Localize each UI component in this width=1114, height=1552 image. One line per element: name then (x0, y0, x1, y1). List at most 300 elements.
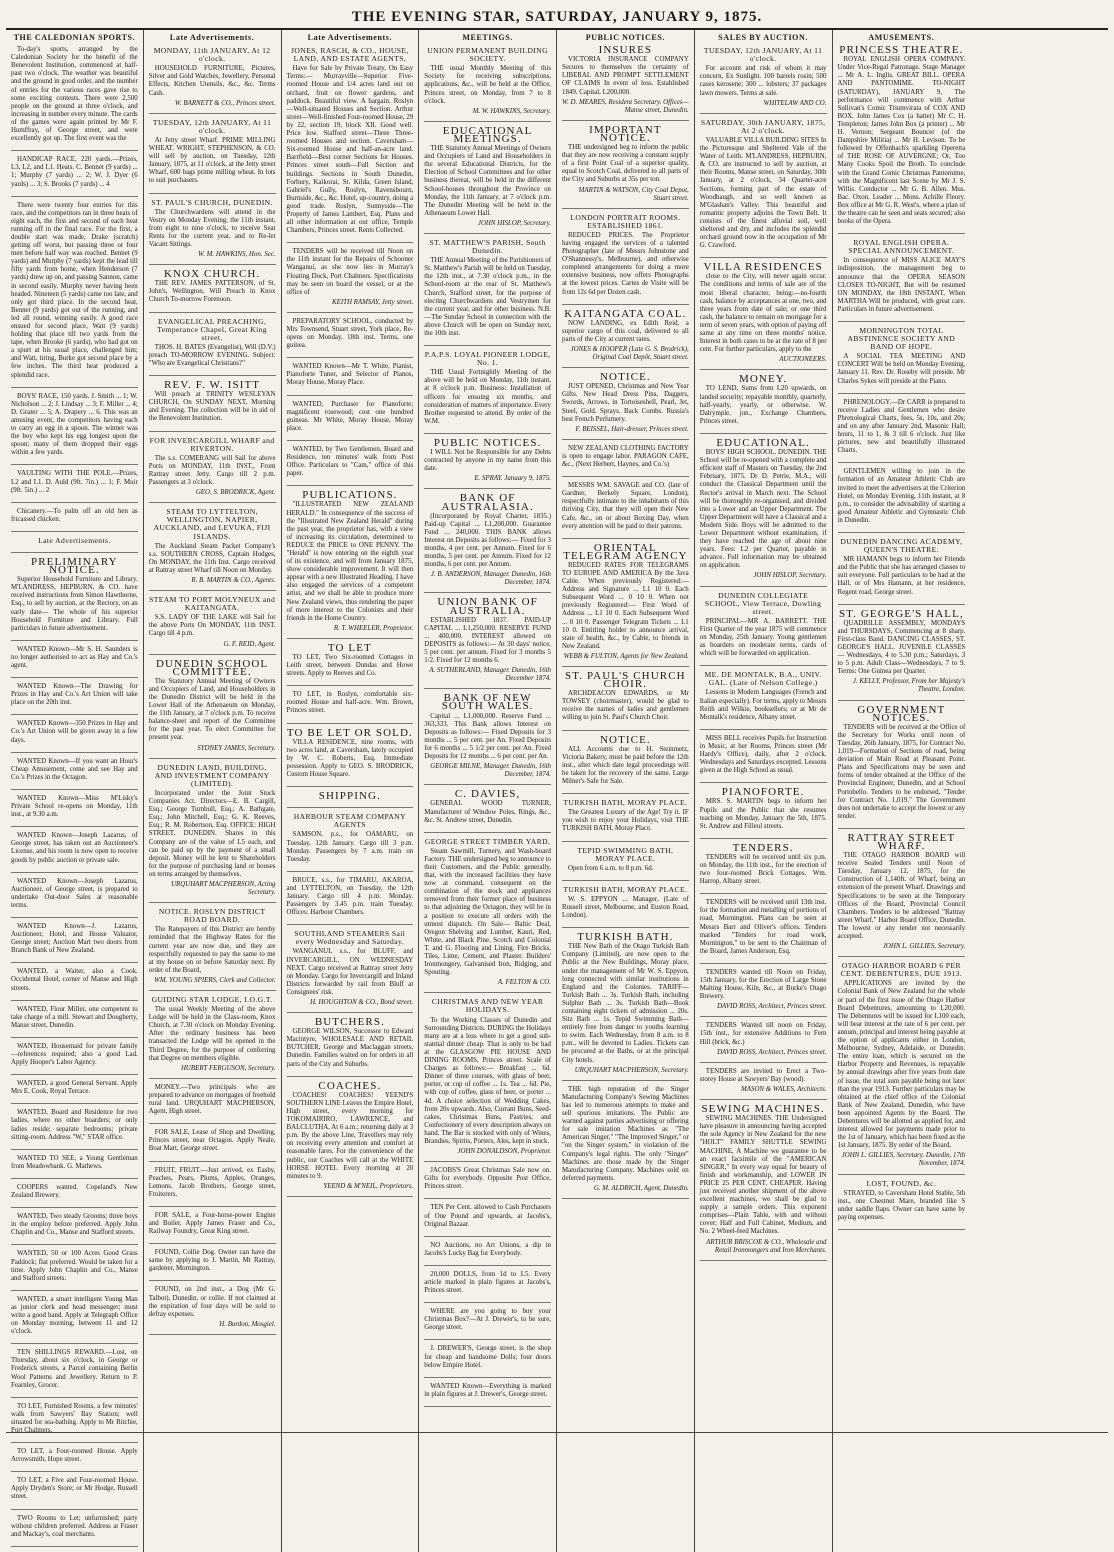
advertisement (700, 788, 827, 838)
advertisement (424, 1308, 551, 1340)
advertisement-signature: AUCTIONEERS. (779, 356, 827, 364)
advertisement-title: DUNEDIN COLLEGIATE SCHOOL, View Terrace, Dowling street. (704, 590, 822, 616)
advertisement-body: JUST OPENED, Christmas and New Year Gifts. New Head Dress Pins, Daggers, Swords, Arrows, in Tortoiseshell, Pearl, Jet, Steel, Gold. Sprays. Back Combs. Russia's best French Perfumery. (562, 383, 689, 423)
column-3 (282, 30, 420, 1552)
advertisement-body: THE REV. JAMES PATTERSON, of St. John's, Wellington, Will Preach in Knox Church To-morrow Forenoon. (148, 280, 276, 304)
advertisement (700, 119, 827, 259)
advertisement-signature: HUBERT FERGUSON, Secretary. (180, 1064, 276, 1072)
column-1 (6, 30, 144, 1552)
advertisement-title: PIANOFORTE. (721, 786, 805, 799)
advertisement (562, 482, 689, 539)
advertisement-body: WANTED Known—J. Lazarus, Auctioneer, Hotel, and House Valuator, George street; Auction Mart two doors from Branch Bank of New Zealand. (11, 922, 138, 955)
advertisement-body: TO LET, in Roslyn, comfortable six-roomed House and half-acre. Wm. Brown, Princes street. (286, 691, 414, 715)
advertisement-signature: SYDNEY JAMES, Secretary. (197, 744, 276, 752)
advertisement-body: TENDERS will be received until six p.m. on Monday, the 11th inst., for the erection of two four-roomed Brick Cottages. Wm. Harrop, Albany street. (699, 853, 827, 886)
advertisement (149, 1084, 276, 1124)
advertisement (149, 1129, 276, 1161)
advertisement-signature: J. B. ANDERSON, Manager. Dunedin, 16th December, 1874. (430, 571, 551, 587)
advertisement-signature: R. B. MARTIN & CO., Agents. (191, 576, 276, 584)
advertisement (424, 47, 551, 122)
advertisement (837, 831, 966, 957)
column-6 (695, 30, 833, 1552)
advertisement (149, 508, 276, 591)
advertisement (838, 239, 966, 322)
advertisement-body: MONEY.—Two principals who are prepared to advance on mortgages of freehold rural land. URQUHART MACPHERSON, Agent, High street. (148, 1083, 276, 1116)
advertisement-body: PREPARATORY SCHOOL, conducted by Mrs Townsend, Stuart street, York place, Re-opens on Monday, 18th inst. Terms, one guinea. (286, 317, 414, 350)
advertisement-signature: GEORGE MILNE, Manager. Dunedin, 16th December, 1874. (430, 763, 551, 779)
advertisement-body: WANTED, a good General Servant. Apply Mrs E. Cook, Royal Terrace. (11, 1080, 138, 1096)
advertisement-body: For account and risk of whom it may concern, Ex Sunlight. 100 barrels rosin; 500 cases kerosene; 300 ... lobsters; 37 packages lawn mowers. Terms at sale. (699, 65, 827, 97)
advertisement (11, 1448, 138, 1472)
advertisement (837, 607, 966, 701)
advertisement-signature: F. BEISSEL, Hair-dresser, Princes street. (575, 425, 689, 433)
advertisement-signature: WM. YOUNG SPIERS, Clerk and Collector. (154, 976, 276, 984)
advertisement-body: WANTED Known—Miss M'Lisky's Private School re-opens on Monday, 11th inst., at 9.30 a.m. (11, 794, 138, 819)
column-heading: Late Advertisements. (307, 33, 393, 42)
advertisement-body: WANTED, a Waiter, also a Cook. Occidental Hotel, corner of Manse and High streets. (11, 968, 138, 992)
advertisement-body: TO LET, Two Six-roomed Cottages in Leith street, between Dundas and Howe streets. Apply to Reeves and Co. (286, 654, 414, 678)
advertisement-title: MONDAY, 11th JANUARY, At 12 o'clock. (153, 46, 271, 64)
advertisement (287, 813, 414, 872)
advertisement-body: The usual Weekly Meeting of the above Lodge will be held in the Class-room, Knox Church, at 7.30 o'clock on Monday Evening. After the ordinary business has been transacted the Lodge will be opened in the Third Degree, for the purpose of conferring that Degree on members eligible. (148, 1006, 276, 1062)
advertisement-signature: KEITH RAMSAY, Jetty street. (332, 298, 414, 306)
advertisement-title: DUNEDIN SCHOOL COMMITTEE. (155, 657, 269, 678)
advertisement (562, 541, 689, 667)
advertisement (562, 445, 689, 477)
advertisement-body: WANTED, Purchaser for Pianoforte; magnificent rosewood; cost one hundred guineas. Mr White, Moray House, Moray place. (286, 400, 414, 432)
advertisement-body: WANTED, by Two Gentlemen, Board and Residence, ten minutes' walk from Post Office. Particulars to "Cam," office of this paper. (286, 445, 414, 478)
advertisement-title: LOST, FOUND, &c. (866, 1178, 937, 1188)
advertisement-body: PHRENOLOGY.—Dr CARR is prepared to receive Ladies and Gentlemen who desire Phrenological Charts, fees, 5s, 10s, and 20s; and on any after January 2nd, Masonic Hall; hours, 11 to 1, & 3 till 6 o'clock. Just like pictures, new and beautifully illustrated Charts. (837, 398, 966, 455)
advertisement-body: FOR SALE, Lease of Shop and Dwelling, Princes street, near Octagon. Apply Neale, Boat Mart, George street. (148, 1129, 276, 1153)
advertisement-title: STEAM TO PORT MOLYNEUX and KAITANGATA. (149, 595, 276, 613)
advertisement-title: BANK OF NEW SOUTH WALES. (441, 692, 534, 713)
advertisement (149, 1286, 276, 1334)
advertisement (699, 841, 827, 894)
advertisement (149, 764, 276, 904)
advertisement-title: RATTRAY STREET WHARF. (847, 831, 956, 852)
advertisement (149, 996, 276, 1079)
advertisement (149, 47, 276, 114)
column-heading: PUBLIC NOTICES. (585, 33, 665, 42)
column-heading: SALES BY AUCTION. (718, 33, 808, 42)
advertisement-signature: ARTHUR BRISCOE & CO., Wholesale and Retail Ironmongers and Iron Merchants. (706, 1238, 827, 1254)
advertisement-body: The Greatest Luxury of the Age! Try it. IF you wish to enjoy your Holidays, visit THE TURKISH BATH, Moray Place. (562, 809, 689, 833)
advertisement-body: WANTED, Board and Residence for two ladies, where no other boarders; or only ladies reside; separate bedrooms; private sitting-room. Address "W," STAR office. (11, 1109, 138, 1141)
advertisement-title: TO BE LET OR SOLD. (286, 726, 413, 739)
advertisement-signature: JOHN L. GILLIES, Secretary. Dunedin, 17th November, 1874. (841, 1152, 966, 1168)
advertisement-title: REV. F. W. ISITT (164, 379, 261, 392)
advertisement-body: WANTED Known—Joseph Lazarus, of George street, has taken out an Auctioneer's License, and his room is now open to receive goods by public auction or private sale. (11, 832, 138, 864)
advertisement (287, 1018, 414, 1077)
advertisement-title: GUIDING STAR LODGE, I.O.G.T. (151, 995, 273, 1004)
advertisement (424, 838, 551, 994)
advertisement (11, 832, 138, 872)
advertisement (562, 799, 689, 841)
advertisement-body: TO LET, a Four-roomed House. Apply Arrowsmith, Hope street. (11, 1448, 138, 1464)
advertisement-body: Open from 6 a.m. to 8 p.m. 6d. (568, 864, 654, 872)
advertisement-body: TENDERS will be received at the Office of the Secretary for Works until noon of Tuesday, 26th January, 1875, for Contract No. 1,019—Formation of Sections of road, being deviation of Main Road at Pleasant Point. Plans and Specifications may be seen and forms of tender obtained at the Office of the Provincial Engineer, Dunedin, and at School Portobello. Tenders to be endorsed, "Tender for Contract No. 1,019." The Government does not undertake to accept the lowest or any tender. (837, 723, 966, 820)
advertisement-body: PRINCIPAL—MR A. BARRETT. THE First Quarter of the year 1875 will commence on Monday, 25th January. Young gentlemen as boarders on moderate terms, cards of which will be forwarded on application. (699, 617, 827, 658)
advertisement-body: ALL Accounts due to H. Steinmetz, Victoria Bakery, must be paid before the 12th inst., after which date legal proceedings will be taken for the recovery of the same. Large Milner's Safe for Sale. (562, 745, 689, 786)
advertisement (838, 327, 966, 394)
advertisement-signature: J. KELLY, Professor, From her Majesty's Theatre, London. (852, 678, 966, 694)
advertisement-title: TEPID SWIMMING BATH, MORAY PLACE. (577, 845, 674, 863)
advertisement-body: The Statutory Annual Meeting of Owners and Occupiers of Land, and Householders in the Dunedin District will be held in the Lower Hall of the Athenaeum on Monday, the 11th January, at 7 o'clock p.m. To receive balance-sheet and report of the Committee for the past year. To elect Committee for present year. (148, 677, 276, 742)
advertisement-body: MR HAMANN begs to inform her Friends and the Public that she has arranged classes to suit everyone. Full particulars to be had at the Hall, or of Mrs Hamann, at her residence, Regent road, George street. (837, 556, 966, 596)
advertisement-body: HANDICAP RACE, 220 yards.—Prizes, L3, L2, and L1. Heats. C. Bennet (9 yards) ... 1; Murphy (7 yards) ... 2; W. J. Dyer (6 yards) ... 3; S. Brooks (7 yards) ... 4 (11, 156, 138, 188)
advertisement (424, 124, 551, 234)
advertisement-body: GENERAL WOOD TURNER, Manufacturer of Window Poles, Rings, &c., &c. St. Andrew street, Dunedin. (424, 800, 551, 824)
advertisement-title: NOTICE. (599, 733, 651, 746)
advertisement-body: TENDERS will be received till Noon on the 11th instant for the Repairs of Schooner Wanganui, as she now lies in Murray's Floating Dock, Port Chalmers. Specifications may be seen on board the vessel, or at the office of (286, 248, 414, 296)
advertisement-body: VAULTING WITH THE POLE.—Prizes, L2 and L1. D. Auld (9ft. 7in.) ... 1; F. Muir (9ft. 5in.) ... 2 (11, 470, 138, 494)
advertisement-title: MORNINGTON TOTAL ABSTINENCE SOCIETY AND BAND OF HOPE. (847, 326, 956, 352)
advertisement-body: S.S. LADY OF THE LAKE will Sail for the above Ports On MONDAY, 11th INST. Cargo till 4 p.m. (148, 614, 276, 638)
advertisement-body: WANTED, Two steady Grooms; three boys in the employ before preferred. Apply John Chaplin and Co., Manse and Stafford streets. (11, 1213, 138, 1237)
advertisement (287, 47, 414, 243)
advertisement-body: TENDERS wanted till Noon on Friday, 15th January, for the Erection of Large Stone Malting House, Kiln, &c., at Burke's Otago Brewery. (699, 968, 827, 1001)
advertisement-title: GEORGE STREET TIMBER YARD, (424, 836, 551, 846)
advertisement (562, 847, 689, 881)
advertisement-body: BOYS' HIGH SCHOOL, DUNEDIN. THE School will be re-opened with a complete and efficient staff of Masters on Tuesday, the 2nd February, 1875. Dr D. Petrie, M.A., will conduct the Classical Department until the Rector's arrival in March next. The School will be thoroughly re-organised, and divided into a Lower and an Upper Department. The Upper Department will have a Classical and a Modern Side. Boys will be admitted to the Lower Department without examination, if they have reached the age of about nine years. Fees: L2 per Quarter, payable in advance. Full information may be obtained on application. (699, 449, 827, 570)
advertisement-body: TO LET, Furnished Rooms, a few minutes' walk from Sawyers' Bay Station; well situated for sea-bathing. Apply to Mr Ritchie, Port Chalmers. (11, 1402, 138, 1434)
advertisement (700, 263, 827, 370)
advertisement-title: IMPORTANT NOTICE. (589, 123, 662, 144)
advertisement (11, 46, 138, 151)
advertisement-body: TEN SHILLINGS REWARD.—Lost, on Thursday, about six o'clock, in George or Frederick streets, a Parcel containing Berlin Wool Patterns and Jewellery. Return to P. Fearnley, Grocer. (11, 1349, 138, 1389)
advertisement-body: THE undersigned beg to inform the public that they are now receiving a constant supply of a first Point Coal of a superior quality, equal to Scotch Coal, delivered to all parts of the City and Suburbs at 35s per ton. (562, 144, 689, 184)
advertisement (562, 307, 689, 369)
advertisement (699, 436, 827, 587)
advertisement-body: I WILL Not be Responsible for any Debts contracted by anyone in my name from this date. (424, 449, 551, 473)
advertisement-signature: DAVID ROSS, Architect, Princes street. (717, 1048, 827, 1056)
advertisement-title: CHRISTMAS AND NEW YEAR HOLIDAYS. (431, 997, 544, 1015)
advertisement-title: OTAGO HARBOR BOARD 6 PER CENT. DEBENTURES, DUE 1913. (840, 961, 963, 979)
advertisement (838, 399, 966, 464)
advertisement (424, 494, 551, 593)
advertisement-body: FRUIT, FRUIT.—Just arrived, ex Easby, Peaches, Pears, Plums, Apples, Oranges, Lemons. Jacob Brothers, George street, Fruiterers. (148, 1166, 276, 1198)
advertisement-body: WANTED Known—The Drawing for Prizes in Hay and Co.'s Art Union will take place on the 20th inst. (11, 683, 138, 707)
advertisement-title: VILLA RESIDENCES (703, 261, 823, 274)
advertisement (562, 214, 689, 305)
advertisement (424, 1271, 551, 1303)
advertisement (11, 1184, 138, 1208)
advertisement (424, 1345, 551, 1377)
advertisement-body: VALUABLE VILLA BUILDING SITES In the Picturesque and Sheltered Vale of the Water of Leith. M'LANDRESS, HEPBURN, & CO. are instructed to sell by auction, at their Rooms, Manse street, on Saturday, 30th January, at 2 o'clock, 34 Quarter-acre Sections, forming part of the estate of Woodhaugh, and so well known as M'Glashan's Valley. This beautiful and romantic property adjoins the Town Belt. It consists of the finest alluvial soil, well sheltered and dry, and includes the splendid orchard ground now in the occupation of Mr G. Crawford. (699, 136, 827, 250)
advertisement (11, 537, 138, 553)
advertisement-title: GOVERNMENT NOTICES. (857, 703, 946, 724)
advertisement (11, 1296, 138, 1344)
advertisement (700, 375, 827, 434)
advertisement-title: ROYAL ENGLISH OPERA. SPECIAL ANNOUNCEMENT. (848, 238, 955, 256)
advertisement-title: ST. MATTHEW'S PARISH, South Dunedin. (429, 237, 546, 256)
advertisement-body: The Churchwardens will attend in the Vestry on Monday Evening, the 11th instant, from eight to nine o'clock, to receive Seat Rents for the current year, and to Re-let Vacant Sittings. (148, 208, 276, 248)
advertisement-signature: A. FELTON & CO. (497, 979, 551, 987)
column-7 (833, 30, 971, 1552)
advertisement (700, 969, 827, 1017)
advertisement (424, 1204, 551, 1236)
advertisement-signature: URQUHART MACPHERSON, Acting Secretary. (171, 880, 276, 897)
advertisement-body: Have for Sale by Private Treaty, On Easy Terms:— Murrayville—Superior Five-roomed House and 1/4 acres land out on orchard, fruit on flower gardens, and paddock. Beautiful view. A bargain. Roslyn—Well-situated Houses and Section. Arthur street—Well-finished Four-roomed House, 29 by 22, section 19, block XII. Good well. Price low. Stafford street—Three Three-roomed Houses and section. Caversham—Six-roomed House and half-an-acre land. Barrfield—Best corner Sections for Houses. Princes street south—Full Section and buildings. Sections in South Dunedin, Forbury, Kaikorai, St. Kilda, Green Island, Gabriel's Gully, Roslyn, Ravensbourn, Burnside, &c., &c. Hotel, up-country, doing a good trade. Roslyn, Sunnyside—The Property of James Lambert, Esq. Plans and all other information at our office, Temple Chambers, Princes street. Rents Collected. (286, 65, 414, 235)
advertisement-title: KAITANGATA COAL. (564, 307, 687, 320)
advertisement (11, 1043, 138, 1075)
advertisement-body: Lessons in Modern Languages (French and Italian especially). For terms, apply to Messrs Reith and Wilkie, booksellers; or at Mr de Montalk's residence, Albany street. (699, 689, 827, 721)
advertisement-body: WANTED Known—Joseph Lazarus, Auctioneer, of George street, is prepared to undertake Out-door Sales at reasonable terms. (11, 877, 138, 909)
advertisement-body: THE Statutory Annual Meetings of Owners and Occupiers of Land and Householders in the several Educational Districts, for the Election of School Committees and for other business thereat, will be held in the different School-houses throughout the Province on Monday, the 11th January, at 7 o'clock p.m. The Dunedin Meeting will be held in the Athenaeum Lower Hall. (424, 145, 551, 217)
advertisement-signature: W. D. MEARES, Resident Secretary. Offices—Manse street, Dunedin. (562, 98, 689, 114)
advertisement (11, 1006, 138, 1038)
advertisement-body: FOUND, Collie Dog. Owner can have the same by applying to J. Martin, Mt Rattray, gardener, Mornington. (148, 1249, 276, 1273)
advertisement-body: THE Usual Fortnightly Meeting of the above will be held on Monday, 11th instant, at 8 o'clock p.m. Business: Installation of officers for ensuing six months, and consideration of matters of importance. Every Brother requested to attend. By order of the W.M. (424, 369, 551, 425)
advertisement-title: HARBOUR STEAM COMPANY AGENTS (293, 812, 407, 830)
advertisement-body: NOW LANDING, ex Edith Reid, a superior cargo of this coal, delivered to all parts of the City at current rates. (562, 319, 689, 343)
advertisement-body: THE New Bath of the Otago Turkish Bath Company (Limited), are now open to the Public at the New Buildings, Moray place, under the management of Mr W. S. Eppyon, long connected with similar institutions in England and the Colonies. TARIFF— Turkish Bath ... 3s. Turkish Bath, including Sulphur Bath ... 3s. Turkish Bath—Book containing eight tickets of admission ... 20s. Sitz Bath ... 1s. Tepid Swimming Bath—entirely free from danger to youths learning to swim. Each Wednesday, from 8 a.m. to 8 p.m., will be devoted to Ladies. Tickets can be procured at the Baths, or at the principal City hotels. (562, 943, 689, 1064)
advertisement-body: WANGANUI, s.s., for BLUFF, and INVERCARGILL, ON WEDNESDAY NEXT. Cargo received at Rattray street Jetty on Monday. Cargo for Invercargill and Inland Districts forwarded by rail from Bluff at Consignees' risk. (286, 948, 414, 996)
advertisement-body: "ILLUSTRATED NEW ZEALAND HERALD." In consequence of the success of the "Illustrated New Zealand Herald" during the past year, the proprietor has, with a view of increasing its circulation, determined to REDUCE the PRICE to ONE PENNY. The "Herald" is now entering on the eighth year of its existence, and will from January 1875, show considerable improvement. It will then appear with a new Illustrated Heading. I have also engaged the services of a competent artist, and we shall be able to produce more New Zealand views, thus rendering the paper of more interest to the Colonists and their friends in the Home Country. (286, 501, 414, 622)
advertisement (149, 270, 276, 312)
advertisement (11, 1080, 138, 1104)
advertisement-body: JACOBS'S Great Christmas Sale now on. Gifts for everybody. Opposite Post Office, Princes street. (424, 1167, 551, 1191)
advertisement-signature: GEO. S. BRODRICK, Agent. (195, 489, 276, 497)
advertisement (11, 1155, 138, 1179)
advertisement (11, 1349, 138, 1397)
advertisement-body: TENDERS are invited to Erect a Two-storey House at Sawyers' Bay (wood). (699, 1067, 827, 1083)
advertisement (287, 792, 414, 808)
advertisement (11, 646, 138, 678)
advertisement-body: TEN Per Cent. allowed to Cash Purchasers of One Pound and upwards, at Jacobs's, Original Bazaar. (424, 1204, 551, 1228)
advertisement-title: EVANGELICAL PREACHING, Temperance Chapel, Great King street. (157, 316, 267, 342)
advertisement-title: STEAM TO LYTTELTON, WELLINGTON, NAPIER, AUCKLAND, and LEVUKA, FIJI ISLANDS. (153, 507, 271, 541)
advertisement-body: WANTED TO SEE, a Young Gentleman from Meadowbank. G. Mathews. (11, 1154, 138, 1170)
advertisement-body: VICTORIA INSURANCE COMPANY Secures to themselves the certainty of LIBERAL AND PROMPT SETTLEMENT OF CLAIMS In event of loss. Established 1849. Capital, L200,000. (562, 56, 689, 96)
advertisement-body: At Jetty street Wharf. PRIME MILLING WHEAT. WRIGHT, STEPHENSON, & CO. will sell by auction, on Tuesday, 12th January, 1875, at 11 o'clock, at the Jetty street Wharf, 600 bags prime milling wheat. In lots to suit purchasers. (148, 136, 276, 185)
advertisement-body: W. S. EPPYON ... Manager, (Late of Russell street, Melbourne, and Euston Road, London). (562, 895, 689, 920)
advertisement-signature: WEBB & FULTON, Agents for New Zealand. (563, 652, 689, 660)
advertisement (424, 1383, 551, 1407)
advertisement (11, 720, 138, 752)
advertisement-body: WANTED Known—350 Prizes in Hay and Co.'s Art Union will be given away in a few days. (11, 720, 138, 744)
advertisement (838, 962, 966, 1174)
advertisement-title: KNOX CHURCH. (163, 268, 261, 281)
advertisement-title: UNION BANK OF AUSTRALIA. (437, 596, 538, 617)
advertisement (562, 373, 689, 440)
advertisement-signature: G. F. REID, Agent. (223, 640, 276, 648)
advertisement (838, 1180, 966, 1230)
advertisement-title: ME. DE MONTALK, B.A., UNIV. GAL. (Late of Nelson College.) (704, 670, 822, 688)
advertisement-body: STRAYED, to Caversham Hotel Stable, 5th inst., one Chestnut Mare, branded like S under saddle flaps. Owner can have same by paying expenses. (837, 1189, 966, 1221)
advertisement (287, 691, 414, 723)
advertisement-body: WANTED, 50 or 100 Acres Good Grass Paddock; flat preferred. Would be taken for a time. Apply John Chaplin and Co., Manse and Stafford streets. (11, 1250, 138, 1282)
advertisement-body: ROYAL ENGLISH OPERA COMPANY. Under Vice-Regal Patronage. Stage Manager ... Mr A. L. Inglis. GREAT BILL. OPERA AND PANTOMIME. TO-NIGHT (SATURDAY), JANUARY 9, The performance will commence with Arthur Sullivan's Comic Triumvirata of COX AND BOX. John James Cox (a hatter) Mr C. H. Templeton; James John Box (a printer) ... Mr H. Vernon; Sergeant Bouncer (of the Dampshire Militia) ... Mr H. Levison. To be followed by Offenbach's sparkling Operetta of THE ROSE OF AUVERGNE; Or, Too Many Cooks Spoil the Broth. To conclude with the Grand Comic Christmas Pantomime, with the Magnificent last Scene by Mr J. S. Willis. Conductor ... Mr G. B. Allen. Mus. Bac. Oxon. Leader ... Mons. Achille Fleury. Box office at Mr G. R. West's, where a plan of the theatre can be seen and seats secured; also books of the Opera. (837, 56, 966, 226)
advertisement-body: (Incorporated by Royal Charter, 1835.) Paid-up Capital ... L1,200,000. Guarantee Fund ... 240,000. THIS BANK allows Interest on Deposits as follows:— Fixed for 3 months, 4 per cent. per Annum. Fixed for 6 months, 5 per cent. per Annum. Fixed for 12 months, 6 per cent. per Annum. (424, 512, 551, 569)
advertisement-body: ESTABLISHED 1837. PAID-UP CAPITAL ... L1,250,000. RESERVE FUND ... 400,000. INTEREST allowed on DEPOSITS as follows:— At 30 days' notice, 5 per cent. per annum. Fixed for 3 months 5 1/2. Fixed for 12 months 6. (424, 616, 551, 665)
advertisement-body: Will preach at TRINITY WESLEYAN CHURCH, On SUNDAY NEXT, Morning and Evening. The collection will be in aid of the Benevolent Institution. (148, 391, 276, 423)
advertisement (562, 933, 689, 1081)
advertisement-body: WHERE are you going to buy your Christmas Box?—At J. Drewer's, to be sure, George street. (424, 1308, 551, 1332)
advertisement-body: Superior Household Furniture and Library. M'LANDRESS, HEPBURN, & CO. have received instructions from Simon Hawthorne, Esq., to sell by auction, at the Rectory, on an early date— The whole of his superior Household Furniture and Library. Full particulars in future advertisement. (11, 576, 138, 632)
advertisement-title: Late Advertisements. (38, 535, 111, 545)
advertisement-body: NO Auctions, no Art Unions, a dip in Jacobs's Lucky Bag for Everybody. (424, 1241, 551, 1257)
column-heading: Late Advertisements. (169, 33, 255, 42)
advertisement (700, 1105, 827, 1261)
advertisement (11, 156, 138, 196)
advertisement-body: MISS BELL receives Pupils for Instruction in Music, at her Rooms, Princes street (Mr Hardy's Office), daily, after 2 o'clock. Wednesdays and Saturdays excepted. Lessons given at the High School as usual. (699, 734, 827, 775)
advertisement (286, 1079, 414, 1197)
advertisement-body: Steam Sawmill, Turnery, and Wash-board Factory. THE undersigned beg to announce to their Customers, and the Public generally, that, with the increased facilities they have now at command, consequent on the combination of the stock and appliances removed from their former place of business to that adjoining the Octagon, they will be in a position to execute all orders with the utmost dispatch. On Sale— Baltic Deal, Oregon Shelving and Lumber, Kauri, Red, White, and Black Pine. Scotch and Colonial T. and G. Flooring and Lining. Fire Bricks, Tiles, Lime, Cement, and Plaster. Builders' Ironmongery, Galvanised Iron, Ridging, and Spouting. (424, 847, 551, 977)
advertisement-title: ORIENTAL TELEGRAM AGENCY (563, 541, 688, 562)
advertisement-body: FOR SALE, a Four-horse-power Engine and Boiler. Apply James Fraser and Co., Railway Foundry, Great King street. (148, 1211, 276, 1236)
advertisement (11, 1477, 138, 1509)
advertisement (424, 239, 551, 346)
advertisement-body: ARCHDEACON EDWARDS, or Mr TOWSEY (choirmaster), would be glad to receive the names of ladies and gentlemen willing to join St. Paul's Church Choir. (562, 690, 689, 722)
advertisement-body: THE OTAGO HARBOR BOARD will receive Sealed Tenders until Noon of Tuesday, January 12, 1875, for the Construction of 1,140ft. of Wharf, being an extension of the present Wharf. Drawings and Specifications to be seen at the Temporary Offices of the Board, Provincial Council Chambers. Tenders to be addressed "Rattray street Wharf," Harbor Board Office, Dunedin. The lowest or any tender not necessarily accepted. (837, 852, 966, 940)
advertisement-body: MESSRS WM. SAVAGE and CO. (late of Gardner, Berkely Square, London), respectfully intimate to the inhabitants of this thriving City, that they will open their New Cafe, &c., on or about Boxing Day, when every attention will be paid to their patrons. (562, 482, 689, 530)
advertisement-title: TO LET (327, 641, 372, 654)
advertisement-signature: H. Burdon, Mosgiel. (219, 1320, 276, 1328)
advertisement (149, 1212, 276, 1244)
advertisement (562, 733, 689, 795)
advertisement-title: TUESDAY, 12th JANUARY, At 11 o'clock. (703, 46, 823, 64)
advertisement-title: SEWING MACHINES. (701, 1103, 825, 1116)
advertisement-title: BANK OF AUSTRALASIA. (441, 492, 534, 513)
advertisement-title: SATURDAY, 30th JANUARY, 1875, At 2 o'clock. (700, 117, 826, 135)
advertisement (562, 123, 689, 209)
advertisement-body: The Ratepayers of this District are hereby reminded that the Highway Rates for the current year are now due, and they are respectfully requested to pay the same to me at my house on or before Saturday next. By order of the Board, (148, 926, 276, 974)
columns-grid (6, 30, 1108, 1538)
advertisement-body: COACHES! COACHES! YEEND'S SOUTHERN LINE Leaves the Empire Hotel, High street, every morning for TOKOMAIRIRO, LAWRENCE, and BALCLUTHA, At 6 a.m.; returning daily at 3 p.m. By the above Line, Travellers may rely on receiving every attention and comfort at reasonable fares. For the convenience of the public, our Coaches will call at the WHITE HORSE HOTEL Every morning at 20 minutes to 9. (286, 1091, 414, 1180)
advertisement (149, 437, 276, 504)
advertisement-body: TENDERS will be received until 13th inst. for the formation and metalling of portions of road, Mornington. Plans can be seen at Messrs Barr and Oliver's offices. Tenders marked "Tenders for road work, Mornington," to be sent to the Chairman of the Board, James Anderson, Esq. (699, 899, 827, 955)
advertisement-body: WANTED Known—Mr T. White, Pianist, Pianoforte Tuner, and Selector of Pianos, Moray House, Moray Place. (286, 363, 414, 387)
advertisement (11, 968, 138, 1000)
advertisement-signature: WHITELAW AND CO. (763, 99, 827, 107)
advertisement-body: WANTED Known—Everything is marked in plain figures at J. Drewer's, George street. (424, 1382, 551, 1398)
column-heading: MEETINGS. (462, 33, 513, 42)
advertisement-title: DUNEDIN DANCING ACADEMY, QUEEN'S THEATRE. (840, 536, 963, 555)
advertisement-body: The Auckland Steam Packet Company's s.s. SOUTHERN CROSS, Captain Hodges, On MONDAY, the 11th Inst. Cargo received at Rattray street Wharf till Noon on Monday. (148, 542, 276, 574)
advertisement-body: Incorporated under the Joint Stock Companies Act. Directors—E. B. Cargill, Esq.; George Turnbull, Esq.; A. Bathgate, Esq.; John Mitchell, Esq.; G. K. Reeves, Esq.; R. M. Robertson, Esq. OFFICE: HIGH STREET, DUNEDIN. Shares in this Company are of the value of L5 each, and can be paid up by the payment of a small deposit. Money will be lent to Shareholders for the purpose of purchasing land or houses on terms arranged by themselves. (148, 789, 276, 878)
advertisement (286, 641, 414, 686)
advertisement (287, 491, 414, 639)
advertisement-body: REDUCED RATES FOR TELEGRAMS TO EUROPE AND AMERICA By the Java Cable. When previously Registered:— Address and Signature ... L1 10 0. Each Subsequent Word ... 0 10 0. When not previously Registered:— First Word of Address ... L1 10 0. Each Subsequent Word ... 0 10 0. Passenger Telegram Tickets ... L1 10 0. Entitling holder to announce arrival, state of health, &c., by Cable, to friends in New Zealand. (562, 561, 689, 650)
advertisement-title: PUBLICATIONS. (302, 489, 398, 502)
advertisement-title: MONEY. (738, 373, 788, 386)
advertisement (149, 1167, 276, 1207)
advertisement-body: NEW ZEALAND CLOTHING FACTORY is open to engage labor. PARAGON CAFE, &c., (Next Herbert, Haynes, and Co.'s) (562, 444, 689, 469)
advertisement-signature: R. T. WHEELER, Proprietor. (333, 624, 414, 632)
advertisement-signature: G. M. ALDRICH, Agent, Dunedin. (593, 1184, 689, 1192)
advertisement (424, 1167, 551, 1199)
advertisement-body: THE usual Monthly Meeting of this Society for receiving subscriptions, applications, &c., will be held at the Office, Princes street, on Monday, from 7 to 8 o'clock. (424, 65, 551, 105)
advertisement-title: JONES, RASCH, & CO., HOUSE, LAND, AND ESTATE AGENTS, (290, 46, 409, 64)
advertisement-body: REDUCED PRICES. The Proprietor having engaged the services of a talented Photographer (late of Messrs Johnstone and O'Shannessy's, Melbourne), and otherwise completed arrangements for doing a more extensive business, now offers Photographs at the lowest prices. Cartes de Visite will be from 12s 6d per Dozen cash. (562, 231, 689, 296)
advertisement-body: WANTED, Housemaid for private family—references required; also a good Lad. Apply Hooper's Labor Agency. (11, 1042, 138, 1067)
advertisement-title: INSURES (598, 44, 653, 57)
advertisement-signature: JONES & HOOPER (Late G. S. Brodrick), Original Coal Depôt, Stuart street. (570, 346, 689, 362)
advertisement (287, 877, 414, 925)
advertisement-title: ST. GEORGE'S HALL, (838, 607, 964, 620)
advertisement (287, 446, 414, 486)
advertisement-signature: W. BARNETT & CO., Princes street. (174, 99, 276, 107)
advertisement-signature: A. SUTHERLAND, Manager. Dunedin, 16th December 1874. (429, 667, 551, 683)
advertisement-signature: URQUHART MACPHERSON, Secretary. (574, 1066, 689, 1074)
advertisement-body: WANTED Known—Mr S. H. Saunders is no longer authorised to act as Hay and Co.'s agent. (11, 645, 138, 669)
advertisement-signature: YEEND & M'NEIL, Proprietors. (323, 1182, 414, 1190)
advertisement-title: LONDON PORTRAIT ROOMS. ESTABLISHED 1861. (570, 212, 681, 230)
column-4 (419, 30, 557, 1552)
advertisement-body: BOYS' RACE, 150 yards. J. Smith ... 1; W. Nicholson ... 2; J. Lindsay ... 3; F. Miller ... 4; D. Grater ... 5; A. Drapery ... 6. This was an amusing event, the competitors having each to carry an egg in a spoon. The winner was the boy who kept his egg longest upon the spoon; many of them dropped their eggs within a few yards. (11, 392, 138, 457)
advertisement-body: close to the City, will never again occur. The conditions and terms of sale are of the most liberal character, being:—no-fourth cash, balance by acceptances at one, two, and three years from date of sale; or one third cash, the balance to remain on mortgage for a term of seven years, with option of paying off same at any time on three months' notice. Interest in both cases to be at the rate of 8 per cent. For further particulars, apply to the (699, 273, 827, 354)
advertisement-body: The s.s. COMERANG will Sail for above Ports on MONDAY, 11th INST., From Rattray street Jetty. Cargo till 2 p.m. Passengers at 3 o'clock. (148, 454, 276, 487)
column-heading: THE CALEDONIAN SPORTS. (13, 33, 136, 42)
advertisement-body: WANTED, Flour Miller, one competent to take charge of a mill. Stewart and Dougherty, Manse street, Dunedin. (11, 1005, 138, 1029)
advertisement (287, 318, 414, 358)
advertisement-body: Capital ... L1,000,000. Reserve Fund ... 363,333. This Bank allows Interest on Deposits as follows:— Fixed Deposits for 3 months ... 5 per cent. per An. Fixed Deposits for 6 months ... 5 1/2 per cent. per An. Fixed Deposits for 12 months ... 6 per cent. per An. (424, 712, 551, 761)
advertisement-signature: JOHN HISLOP, Secretary. (477, 219, 551, 227)
advertisement-body: Chicanery.—To palm off an old hen as fricassed chicken. (11, 507, 138, 523)
advertisement (11, 1403, 138, 1443)
advertisement (424, 351, 551, 434)
advertisement-signature: MASON & WALES, Architects. (741, 1085, 827, 1093)
advertisement-title: BUTCHERS. (314, 1016, 385, 1029)
advertisement (11, 508, 138, 532)
advertisement (286, 726, 414, 788)
advertisement-signature: MARTIN & WATSON, City Coal Depot, Stuart street. (578, 186, 689, 202)
advertisement (700, 592, 827, 667)
advertisement (424, 436, 551, 489)
advertisement-title: TURKISH BATH. (577, 931, 674, 944)
advertisement-body: BRUCE, s.s., for TIMARU, AKAROA, and LYTTELTON, on Tuesday, the 12th January. Cargo till 4 p.m. Monday. Passengers by 3.45 p.m. train Tuesday. Offices: Harbour Chambers. (286, 876, 414, 917)
advertisement (11, 1250, 138, 1290)
advertisement-body: COOPERS wanted. Copeland's New Zealand Brewery. (11, 1183, 138, 1200)
advertisement (11, 758, 138, 790)
column-5 (557, 30, 695, 1552)
advertisement (148, 657, 276, 759)
advertisement (424, 598, 551, 689)
advertisement (700, 47, 827, 114)
advertisement (424, 998, 551, 1162)
advertisement (837, 703, 966, 829)
advertisement-title: TUESDAY, 12th JANUARY, At 11 o'clock. (152, 117, 272, 135)
advertisement (149, 1249, 276, 1281)
advertisement-signature: JOHN L. GILLIES, Secretary. (882, 943, 966, 951)
advertisement (287, 363, 414, 395)
advertisement-body: In consequence of MISS ALICE MAY'S indisposition, the management beg to announce that the OPERA SEASON CLOSES TO-NIGHT, But will be resumed ON MONDAY, the 18th INSTANT, When MARTHA Will be produced, with great care. Particulars in future advertisement. (837, 257, 966, 313)
advertisement (424, 790, 551, 832)
advertisement-title: TURKISH BATH, MORAY PLACE. (563, 884, 688, 894)
advertisement-title: COACHES. (318, 1079, 382, 1092)
advertisement (11, 878, 138, 918)
advertisement-body: MRS. S. MARTIN begs to inform her Pupils and the Public that she resumes teaching on Monday, January the 5th, 1875. St. Andrew and Filleul streets. (699, 798, 827, 830)
advertisement (11, 470, 138, 502)
advertisement (700, 671, 827, 730)
advertisement-title: P.A.P.S. LOYAL PIONEER LODGE, No. 1. (424, 350, 551, 368)
advertisement-body: TO LET, a Five and Four-roomed House. Apply Dryden's Store; or Mr Hodge, Russell street. (11, 1477, 138, 1501)
advertisement-body: THOS. H. BATES (Evangelist), Will (D.V.) preach TO-MORROW EVENING. Subject: "Who are Evangelical Christians?" (148, 343, 276, 367)
advertisement (11, 683, 138, 715)
advertisement-title: NOTICE. (599, 371, 651, 384)
advertisement-body: GEORGE WILSON, Successor to Edward Macintyre, WHOLESALE AND RETAIL BUTCHER, George and Maclaggan streets, Dunedin. Families waited on for orders in all parts of the City and Suburbs. (286, 1028, 414, 1068)
advertisement-signature: E. SPRAY. January 9, 1875. (474, 475, 551, 483)
advertisement-title: PRELIMINARY NOTICE. (31, 555, 118, 577)
advertisement (287, 930, 414, 1013)
advertisement-title: C. DAVIES, (454, 788, 521, 801)
advertisement (287, 401, 414, 441)
advertisement (700, 1022, 827, 1062)
advertisement-body: There were twenty four entries for this race, and the competitors ran in three heats of eight each, the first and second of each heat running off in the final race. For the first, a double start was made, Drake (scratch) getting off worst, but passing three or four men before half way was reached. Bennet (9 yards) and Murphy (7 yards) kept the lead till fifty yards from home, when Henderson (7 yards) drew up on, and passing Sannon, came in second easily. Murphy never having been headed. Nineteen (5 yards) came too late, and only got third place. In the second heat, Bennet (9 yards) got out of the running, and led all round, winning easily. A good race ensued for second place, Watt (9 yards) holding that place till two yards from the tape, when Brooke (6 yards), who had got on a spurt at his usual place, challenged him; and Watt, tiring, Burke got second place by a few inches. The third heat produced a splendid race. (11, 201, 138, 379)
advertisement-body: TWO Rooms to Let; unfurnished; party without children preferred. Address at Fraser and Mackay's, coal merchants. (11, 1514, 138, 1538)
